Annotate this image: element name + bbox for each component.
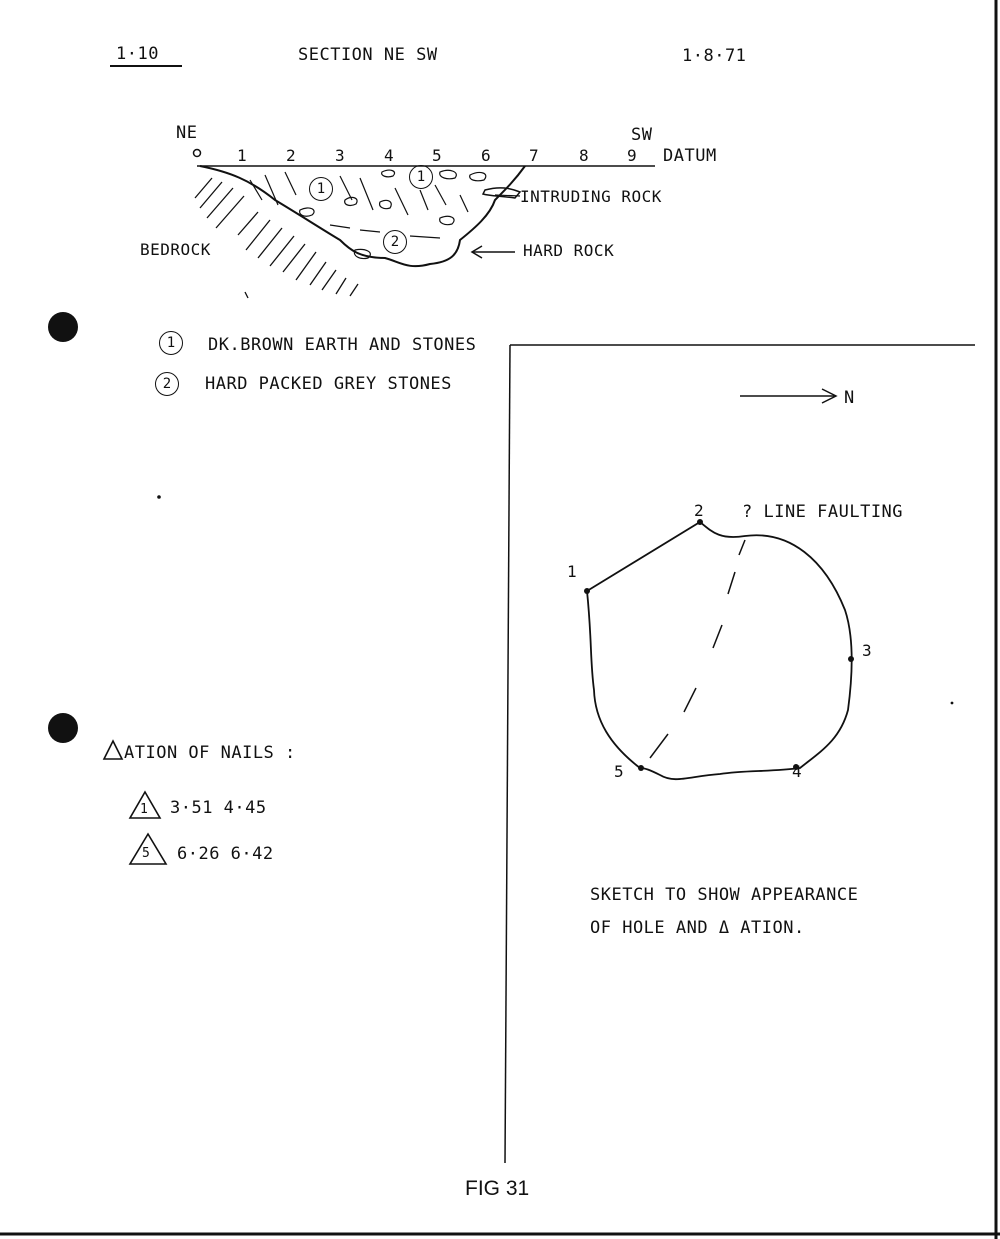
point-2: 2 [694,501,705,520]
point-3: 3 [862,641,873,660]
nails-row-2-values: 6·26 6·42 [177,844,274,864]
tick-9: 9 [627,146,638,165]
tick-6: 6 [481,146,492,165]
tick-8: 8 [579,146,590,165]
nails-row-1-values: 3·51 4·45 [170,798,267,818]
legend-num-1: 1 [159,331,183,355]
fault-label: ? LINE FAULTING [742,502,904,522]
ne-label: NE [176,123,198,143]
datum-label: DATUM [663,146,717,166]
legend-text-2: HARD PACKED GREY STONES [205,374,452,394]
north-label: N [844,388,855,408]
point-4: 4 [792,762,803,781]
layer-mark-1a: 1 [309,177,333,201]
layer-mark-1b: 1 [409,165,433,189]
legend-num-2: 2 [155,372,179,396]
intruding-rock-label: INTRUDING ROCK [520,187,662,206]
tick-1: 1 [237,146,248,165]
tick-2: 2 [286,146,297,165]
triangle-5-num: 5 [142,846,151,861]
tick-7: 7 [529,146,540,165]
triangle-1-num: 1 [140,802,149,817]
nails-heading: ATION OF NAILS : [124,743,296,763]
sketch-caption-line-2: OF HOLE AND Δ ATION. [590,918,805,938]
point-1: 1 [567,562,578,581]
figure-number: FIG 31 [465,1177,530,1200]
point-5: 5 [614,762,625,781]
tick-5: 5 [432,146,443,165]
tick-4: 4 [384,146,395,165]
section-title: SECTION NE SW [298,45,438,65]
date-label: 1·8·71 [682,46,747,66]
sketch-caption-line-1: SKETCH TO SHOW APPEARANCE [590,885,859,905]
layer-mark-2: 2 [383,230,407,254]
sw-label: SW [631,125,653,145]
bedrock-label: BEDROCK [140,240,211,259]
scale-label: 1·10 [116,44,159,64]
legend-text-1: DK.BROWN EARTH AND STONES [208,335,477,355]
hard-rock-label: HARD ROCK [523,241,615,260]
tick-3: 3 [335,146,346,165]
